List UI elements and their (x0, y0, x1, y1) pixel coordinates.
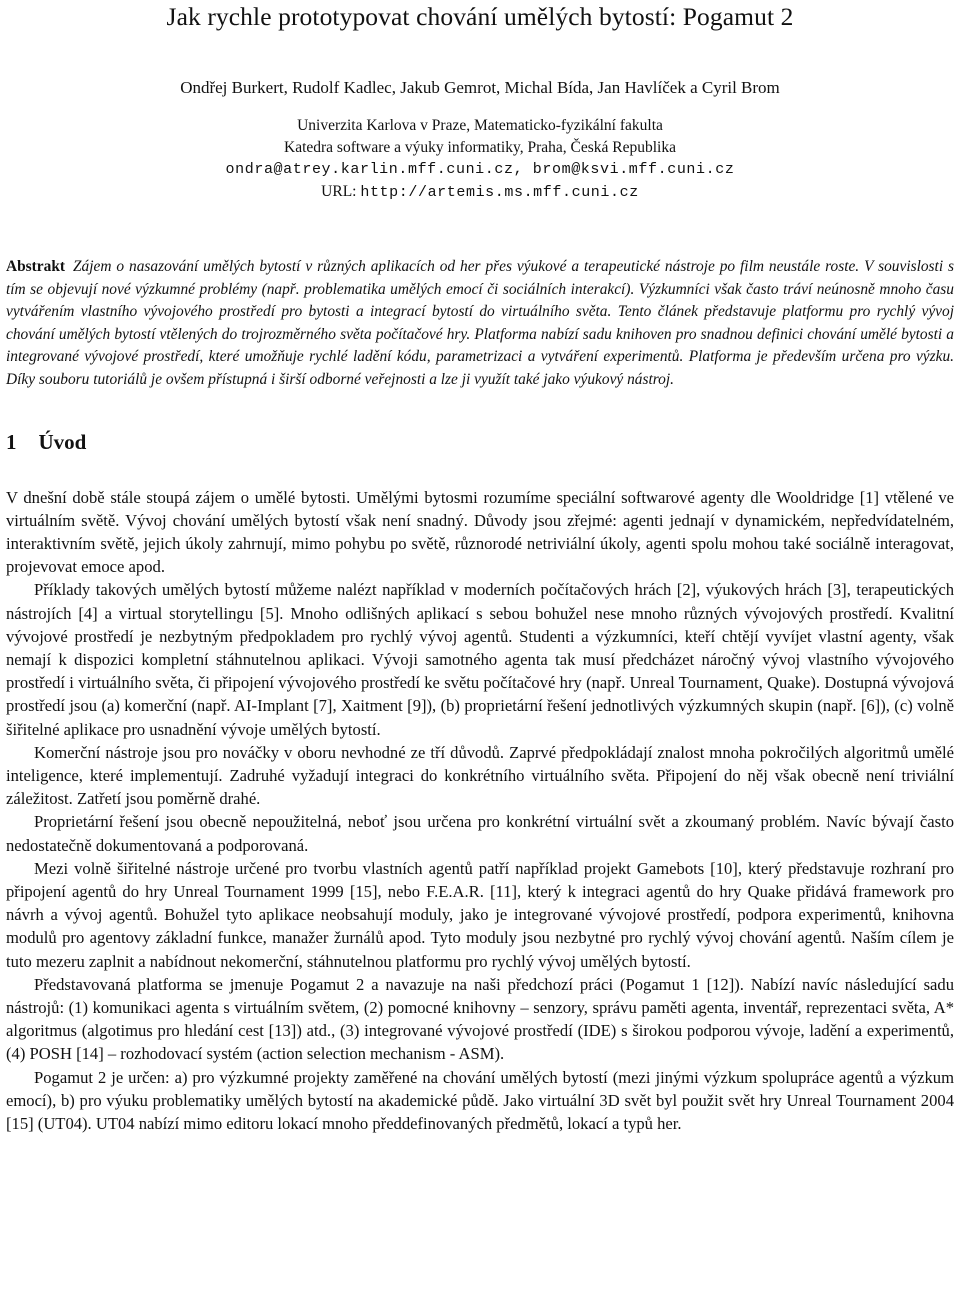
section-number: 1 (6, 429, 17, 454)
paragraph: Mezi volně šiřitelné nástroje určené pro tvorbu vlastních agentů patří například projekt Gamebots [10], který představuje rozhraní pro připojení agentů do hry Unreal Tournament 1999 [15], nebo F.E.A.R. [11], který k integraci agentů do hry Quake přidává framework pro návrh a vývoj agentů. Bohužel tyto aplikace neobsahují moduly, jako je integrované vývojové prostředí, podpora experimentů, knihovna modulů pro agentovy základní funkce, manažer žurnálů apod. Tyto moduly jsou nezbytné pro rychlý vývoj chování agentů. Naším cílem je tuto mezeru zaplnit a nabídnout nekomerční, stáhnutelnou platformu pro rychlý vývoj umělých bytostí. (6, 858, 954, 971)
paragraph: Představovaná platforma se jmenuje Pogamut 2 a navazuje na naši předchozí práci (Pogamut 1 [12]). Nabízí navíc následující sadu nástrojů: (1) komunikaci agenta s virtuálním světem, (2) pomocné knihovny – senzory, správu paměti agenta, inventář, reprezentaci světa, A* algoritmus (algotimus pro hledání cest [13]) atd., (3) integrované vývojové prostředí (IDE) s širokou podporou vývoje, ladění a experimentů, (4) POSH [14] – rozhodovací systém (action selection mechanism - ASM). (6, 974, 954, 1064)
paragraph: Příklady takových umělých bytostí můžeme nalézt například v moderních počítačových hrách [2], výukových hrách [3], terapeutických nástrojích [4] a virtual storytellingu [5]. Mnoho odlišných aplikací s sebou bohužel nese mnoho různých vývojových prostředí. Kvalitní vývojové prostředí je nezbytným předpokladem pro rychlý vývoj agentů. Studenti a výzkumníci, kteří chtějí vyvíjet vlastní agenty, však nemají k dispozici kompletní stáhnutelnou aplikaci. Vývoji samotného agenta tak musí předcházet náročný vývoj vlastního vývojového prostředí i virtuálního světa, či připojení vývojového prostředí ke světu počítačové hry (např. Unreal Tournament, Quake). Dostupná vývojová prostředí jsou (a) komerční (např. AI-Implant [7], Xaitment [9]), (b) proprietární řešení jednotlivých výzkumných skupin (např. [6]), (c) volně šiřitelné aplikace pro usnadnění vývoje umělých bytostí. (6, 580, 954, 739)
author-list: Ondřej Burkert, Rudolf Kadlec, Jakub Gemrot, Michal Bída, Jan Havlíček a Cyril Brom (180, 78, 780, 97)
affiliation-university: Univerzita Karlova v Praze, Matematicko-fyzikální fakulta (297, 117, 663, 134)
abstract-text: Zájem o nasazování umělých bytostí v různých aplikacích od her přes výukové a terapeutické nástroje po film neustále roste. V souvislosti s tím se objevují nové výzkumné problémy (např. problematika umělých emocí či sociálních interakcí). Výzkumníci však často tráví neúnosně mnoho času vytvářením vlastního vývojového prostředí pro bytosti a integrací bytostí do virtuálního světa. Tento článek představuje platformu pro rychlý vývoj chování umělých bytostí vtělených do trojrozměrného světa počítačové hry. Platforma nabízí sadu knihoven pro snadnou definici chování umělé bytosti a integrované vývojové prostředí, které umožňuje rychlé ladění kódu, parametrizaci a vytváření experimentů. Platforma je především určena pro výzku. Díky souboru tutoriálů je ovšem přístupná i širší odborné veřejnosti a lze ji využít také jako výukový nástroj. (6, 258, 954, 388)
paper-title: Jak rychle prototypovat chování umělých bytostí: Pogamut 2 (166, 2, 794, 31)
url-label: URL: (321, 183, 357, 200)
affiliation-block (6, 115, 954, 204)
url-line (6, 181, 954, 204)
project-url: http://artemis.ms.mff.cuni.cz (360, 184, 639, 201)
author-emails: ondra@atrey.karlin.mff.cuni.cz, brom@ksvi.mff.cuni.cz (225, 161, 735, 178)
section-body (6, 486, 954, 1136)
abstract-label: Abstrakt (6, 258, 65, 275)
paragraph: Proprietární řešení jsou obecně nepoužitelná, neboť jsou určena pro konkrétní virtuální svět a zkoumaný problém. Navíc bývají často nedostatečně dokumentovaná a podporovaná. (6, 812, 954, 855)
paragraph: V dnešní době stále stoupá zájem o umělé bytosti. Umělými bytosmi rozumíme speciální softwarové agenty dle Wooldridge [1] vtělené ve virtuálním světě. Vývoj chování umělých bytostí však není snadný. Důvody jsou zřejmé: agenti jednají v dynamickém, nepředvídatelném, interaktivním světě, jejich úkoly zahrnují, mimo pohybu po světě, různorodé netriviální úkoly, agenti spolu mohou také sociálně interagovat, projevovat emoce apod. (6, 487, 954, 577)
abstract (6, 256, 954, 392)
paragraph: Komerční nástroje jsou pro nováčky v oboru nevhodné ze tří důvodů. Zaprvé předpokládají znalost mnoha pokročilých algoritmů umělé inteligence, které implementují. Zadruhé vyžadují integraci do konkrétního virtuálního světa. Připojení do něj však obecně není triviální záležitost. Zatřetí jsou poměrně drahé. (6, 742, 954, 809)
section-heading (6, 428, 954, 456)
affiliation-department: Katedra software a výuky informatiky, Praha, Česká Republika (284, 139, 676, 156)
section-title: Úvod (38, 429, 87, 454)
paragraph: Pogamut 2 je určen: a) pro výzkumné projekty zaměřené na chování umělých bytostí (mezi jinými výzkum spolupráce agentů a výzkum emocí), b) pro výuku problematiky umělých bytostí na akademické půdě. Jako virtuální 3D svět byl použit svět hry Unreal Tournament 2004 [15] (UT04). UT04 nabízí mimo editoru lokací mnoho předdefinovaných předmětů, lokací a typů her. (6, 1067, 954, 1134)
